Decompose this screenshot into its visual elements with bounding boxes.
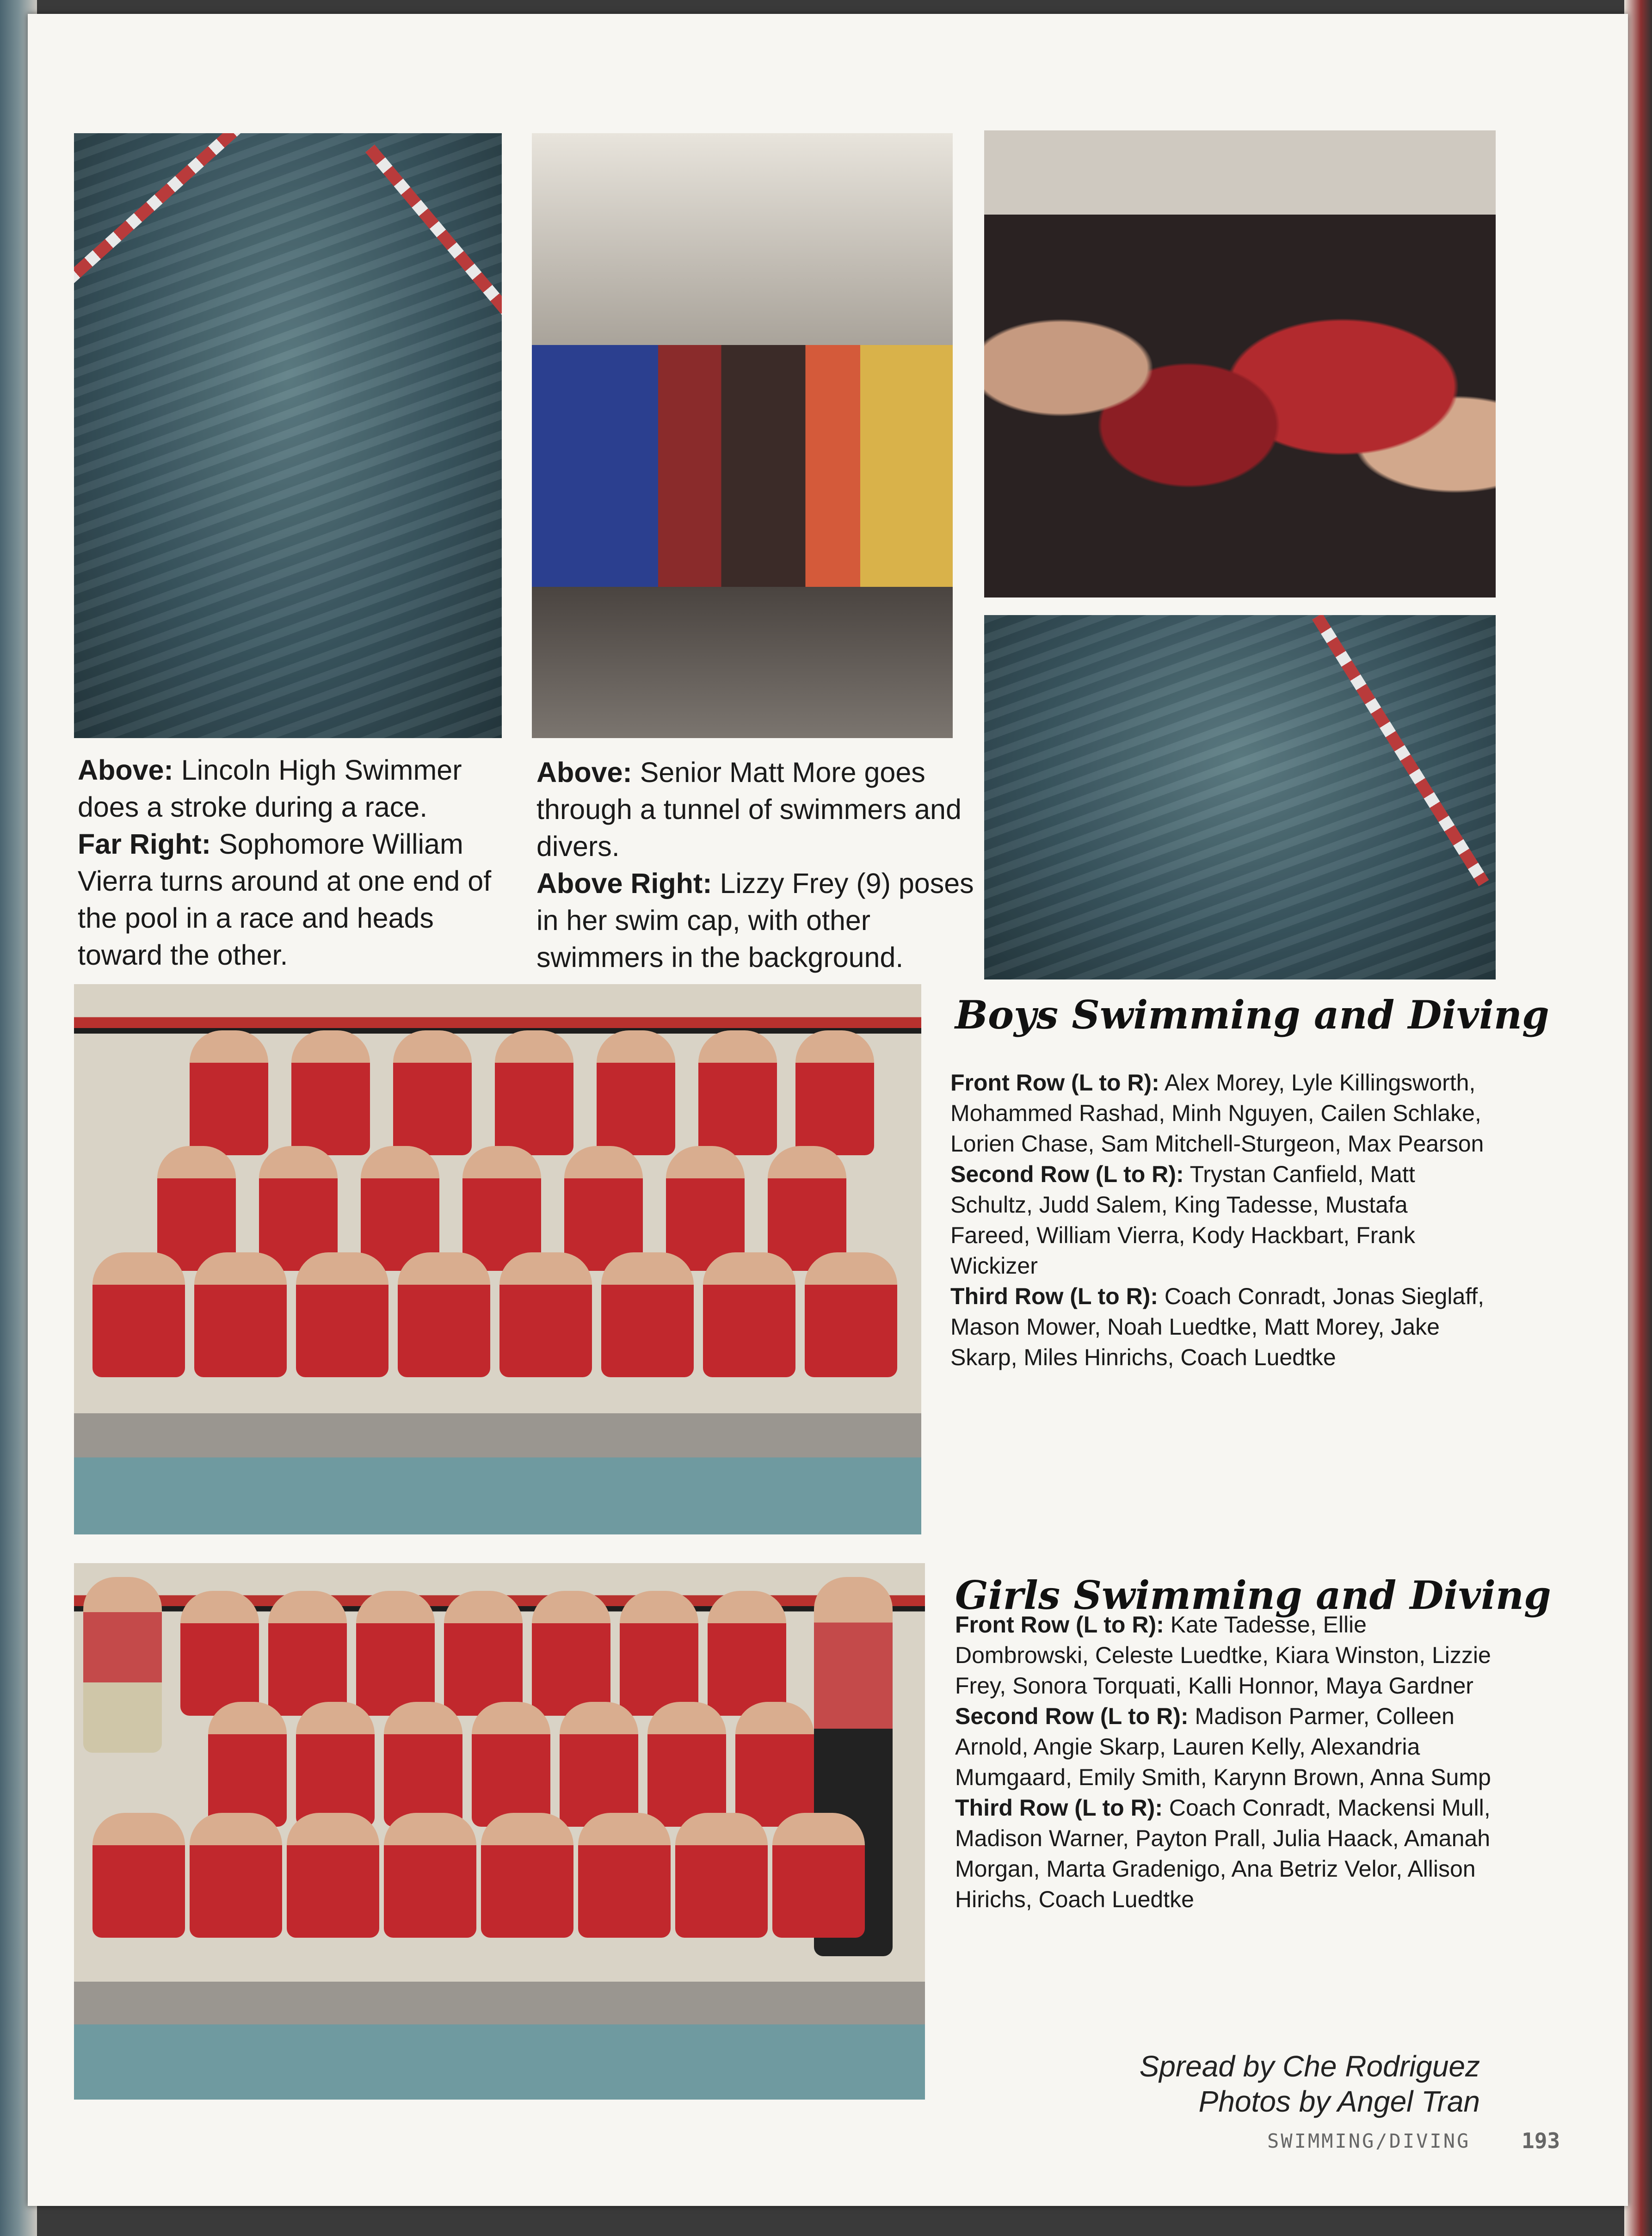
team-member bbox=[393, 1030, 472, 1155]
team-member bbox=[703, 1252, 795, 1377]
team-member bbox=[296, 1702, 375, 1827]
team-member bbox=[444, 1591, 523, 1716]
swimmer-stroke-photo bbox=[74, 133, 502, 738]
team-member bbox=[268, 1591, 347, 1716]
team-member bbox=[601, 1252, 694, 1377]
team-member bbox=[698, 1030, 777, 1155]
team-member bbox=[560, 1702, 638, 1827]
team-member bbox=[208, 1702, 287, 1827]
team-member bbox=[795, 1030, 874, 1155]
right-page-edge bbox=[1624, 0, 1652, 2236]
swimmer-turn-photo bbox=[984, 615, 1496, 979]
roster-row: Third Row (L to R): Coach Conradt, Mackensi Mull, Madison Warner, Payton Prall, Julia Haack, Amanah Morgan, Marta Gradenigo, Ana Betriz Velor, Allison Hirichs, Coach Luedtke bbox=[955, 1795, 1491, 1912]
section-label: SWIMMING/DIVING bbox=[1267, 2130, 1471, 2152]
photo-credit: Photos by Angel Tran bbox=[1198, 2085, 1480, 2118]
lane-rope bbox=[1312, 615, 1489, 887]
boys-team-photo bbox=[74, 984, 921, 1534]
caption-left bbox=[78, 751, 522, 973]
team-member bbox=[92, 1813, 185, 1938]
ceiling bbox=[532, 133, 953, 345]
team-member bbox=[675, 1813, 768, 1938]
boys-roster bbox=[950, 1067, 1492, 1373]
team-member bbox=[647, 1702, 726, 1827]
caption-far-right: Far Right: Sophomore William Vierra turns around at one end of the pool in a race and heads toward the other. bbox=[78, 828, 492, 971]
team-member bbox=[495, 1030, 573, 1155]
roster-row: Front Row (L to R): Alex Morey, Lyle Killingsworth, Mohammed Rashad, Minh Nguyen, Cailen Schlake, Lorien Chase, Sam Mitchell-Sturgeon, Max Pearson bbox=[950, 1070, 1484, 1157]
team-member bbox=[190, 1813, 282, 1938]
team-member bbox=[180, 1591, 259, 1716]
caption-middle bbox=[536, 754, 980, 976]
team-member bbox=[805, 1252, 897, 1377]
swimmers-group bbox=[984, 215, 1496, 597]
team-member bbox=[772, 1813, 865, 1938]
caption-above: Above: Senior Matt More goes through a tunnel of swimmers and divers. bbox=[536, 757, 962, 862]
girls-team-photo bbox=[74, 1563, 925, 2100]
team-member bbox=[356, 1591, 435, 1716]
team-member bbox=[499, 1252, 592, 1377]
swimmer-tunnel-photo bbox=[532, 133, 953, 738]
team-member bbox=[92, 1252, 185, 1377]
spread-credit: Spread by Che Rodriguez bbox=[1139, 2050, 1480, 2083]
team-member bbox=[296, 1252, 388, 1377]
team-member bbox=[708, 1591, 786, 1716]
boys-team-title: Boys Swimming and Diving bbox=[955, 992, 1549, 1038]
swim-cap-pose-photo bbox=[984, 130, 1496, 597]
page-number: 193 bbox=[1522, 2128, 1560, 2153]
team-member bbox=[597, 1030, 675, 1155]
team-member bbox=[620, 1591, 698, 1716]
roster-row: Second Row (L to R): Trystan Canfield, Matt Schultz, Judd Salem, King Tadesse, Mustafa Fareed, William Vierra, Kody Hackbart, Frank Wickizer bbox=[950, 1161, 1415, 1279]
team-member bbox=[481, 1813, 573, 1938]
roster-row: Third Row (L to R): Coach Conradt, Jonas Sieglaff, Mason Mower, Noah Luedtke, Matt Morey, Jake Skarp, Miles Hinrichs, Coach Luedtke bbox=[950, 1283, 1485, 1370]
roster-row: Front Row (L to R): Kate Tadesse, Ellie Dombrowski, Celeste Luedtke, Kiara Winston, Lizzie Frey, Sonora Torquati, Kalli Honnor, Maya Gardner bbox=[955, 1612, 1491, 1699]
team-member bbox=[287, 1813, 379, 1938]
yearbook-page bbox=[28, 14, 1628, 2206]
team-member bbox=[291, 1030, 370, 1155]
roster-row: Second Row (L to R): Madison Parmer, Colleen Arnold, Angie Skarp, Lauren Kelly, Alexandria Mumgaard, Emily Smith, Karynn Brown, Anna Sump bbox=[955, 1703, 1491, 1790]
floor bbox=[532, 587, 953, 738]
team-member bbox=[735, 1702, 814, 1827]
team-member bbox=[398, 1252, 490, 1377]
team-member bbox=[194, 1252, 287, 1377]
team-member bbox=[578, 1813, 671, 1938]
team-member bbox=[83, 1577, 162, 1753]
team-member bbox=[384, 1702, 462, 1827]
lane-rope bbox=[365, 145, 502, 315]
caption-above-right: Above Right: Lizzy Frey (9) poses in her swim cap, with other swimmers in the background. bbox=[536, 868, 974, 973]
team-member bbox=[472, 1702, 550, 1827]
caption-above: Above: Lincoln High Swimmer does a stroke during a race. bbox=[78, 754, 462, 823]
team-member bbox=[190, 1030, 268, 1155]
lane-rope bbox=[74, 133, 272, 296]
girls-roster bbox=[955, 1609, 1496, 1915]
team-member bbox=[532, 1591, 610, 1716]
girls-team-title: Girls Swimming and Diving bbox=[955, 1572, 1551, 1618]
spread-credits bbox=[953, 2049, 1480, 2119]
team-member bbox=[384, 1813, 476, 1938]
